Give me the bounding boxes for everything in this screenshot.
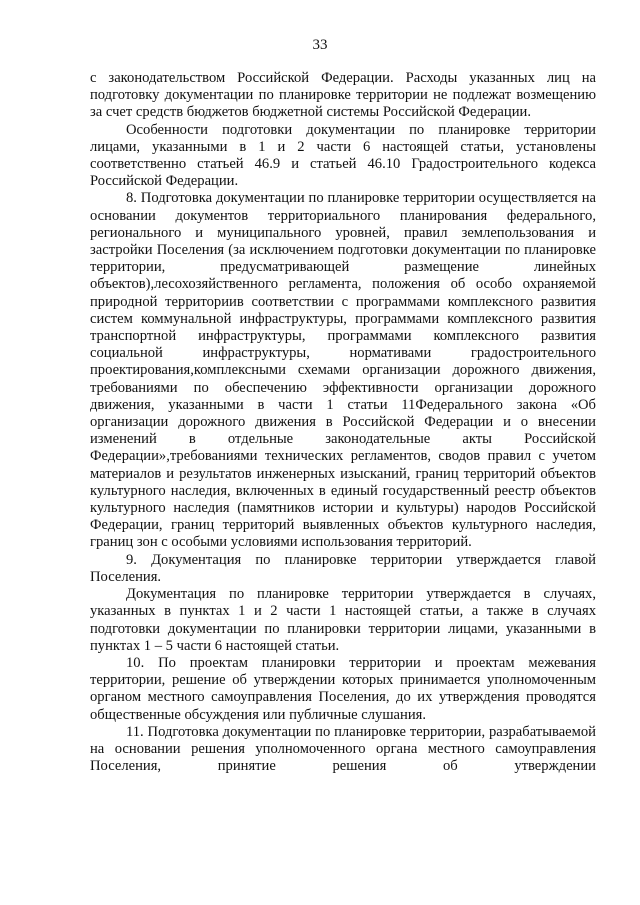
paragraph-continuation: с законодательством Российской Федерации. Расходы указанных лиц на подготовку документации по планировке территории не подлежат возмещению за счет средств бюджетов бюджетной системы Российской Федерации. <box>90 70 596 121</box>
paragraph-approval-cases: Документация по планировке территории утверждается в случаях, указанных в пунктах 1 и 2 части 1 настоящей статьи, а также в случаях подготовки документации по планировки территории лицами, указанными в пунктах 1 – 5 части 6 настоящей статьи. <box>90 586 596 654</box>
page-number: 33 <box>312 37 328 53</box>
paragraph-item-10: 10. По проектам планировки территории и проектам межевания территории, решение об утверждении которых принимается уполномоченным органом местного самоуправления Поселения, до их утверждения проводятся общественные обсуждения или публичные слушания. <box>90 654 596 723</box>
body-text <box>90 70 596 775</box>
paragraph-features: Особенности подготовки документации по планировке территории лицами, указанными в 1 и 2 части 6 настоящей статьи, установлены соответственно статьей 46.9 и статьей 46.10 Градостроительного кодекса Российской Федерации. <box>90 121 596 190</box>
paragraph-item-11: 11. Подготовка документации по планировке территории, разрабатываемой на основании решения уполномоченного органа местного самоуправления Поселения, принятие решения об утверждении <box>90 723 596 775</box>
paragraph-item-8: 8. Подготовка документации по планировке территории осуществляется на основании документов территориального планирования федерального, регионального и муниципального уровней, правил землепользования и застройки Поселения (за исключением подготовки документации по планировке территории, предусматривающей размещение линейных объектов),лесохозяйственного регламента, положения об особо охраняемой природной территориив соответствии с программами комплексного развития систем коммунальной инфраструктуры, программами комплексного развития транспортной инфраструктуры, программами комплексного развития социальной инфраструктуры, нормативами градостроительного проектирования,комплексными схемами организации дорожного движения, требованиями по обеспечению эффективности организации дорожного движения, указанными в части 1 статьи 11Федерального закона «Об организации дорожного движения в Российской Федерации и о внесении изменений в отдельные законодательные акты Российской Федерации»,требованиями технических регламентов, сводов правил с учетом материалов и результатов инженерных изысканий, границ территорий объектов культурного наследия, включенных в единый государственный реестр объектов культурного наследия (памятников истории и культуры) народов Российской Федерации, границ территорий выявленных объектов культурного наследия, границ зон с особыми условиями использования территорий. <box>90 190 596 551</box>
paragraph-item-9: 9. Документация по планировке территории утверждается главой Поселения. <box>90 551 596 585</box>
